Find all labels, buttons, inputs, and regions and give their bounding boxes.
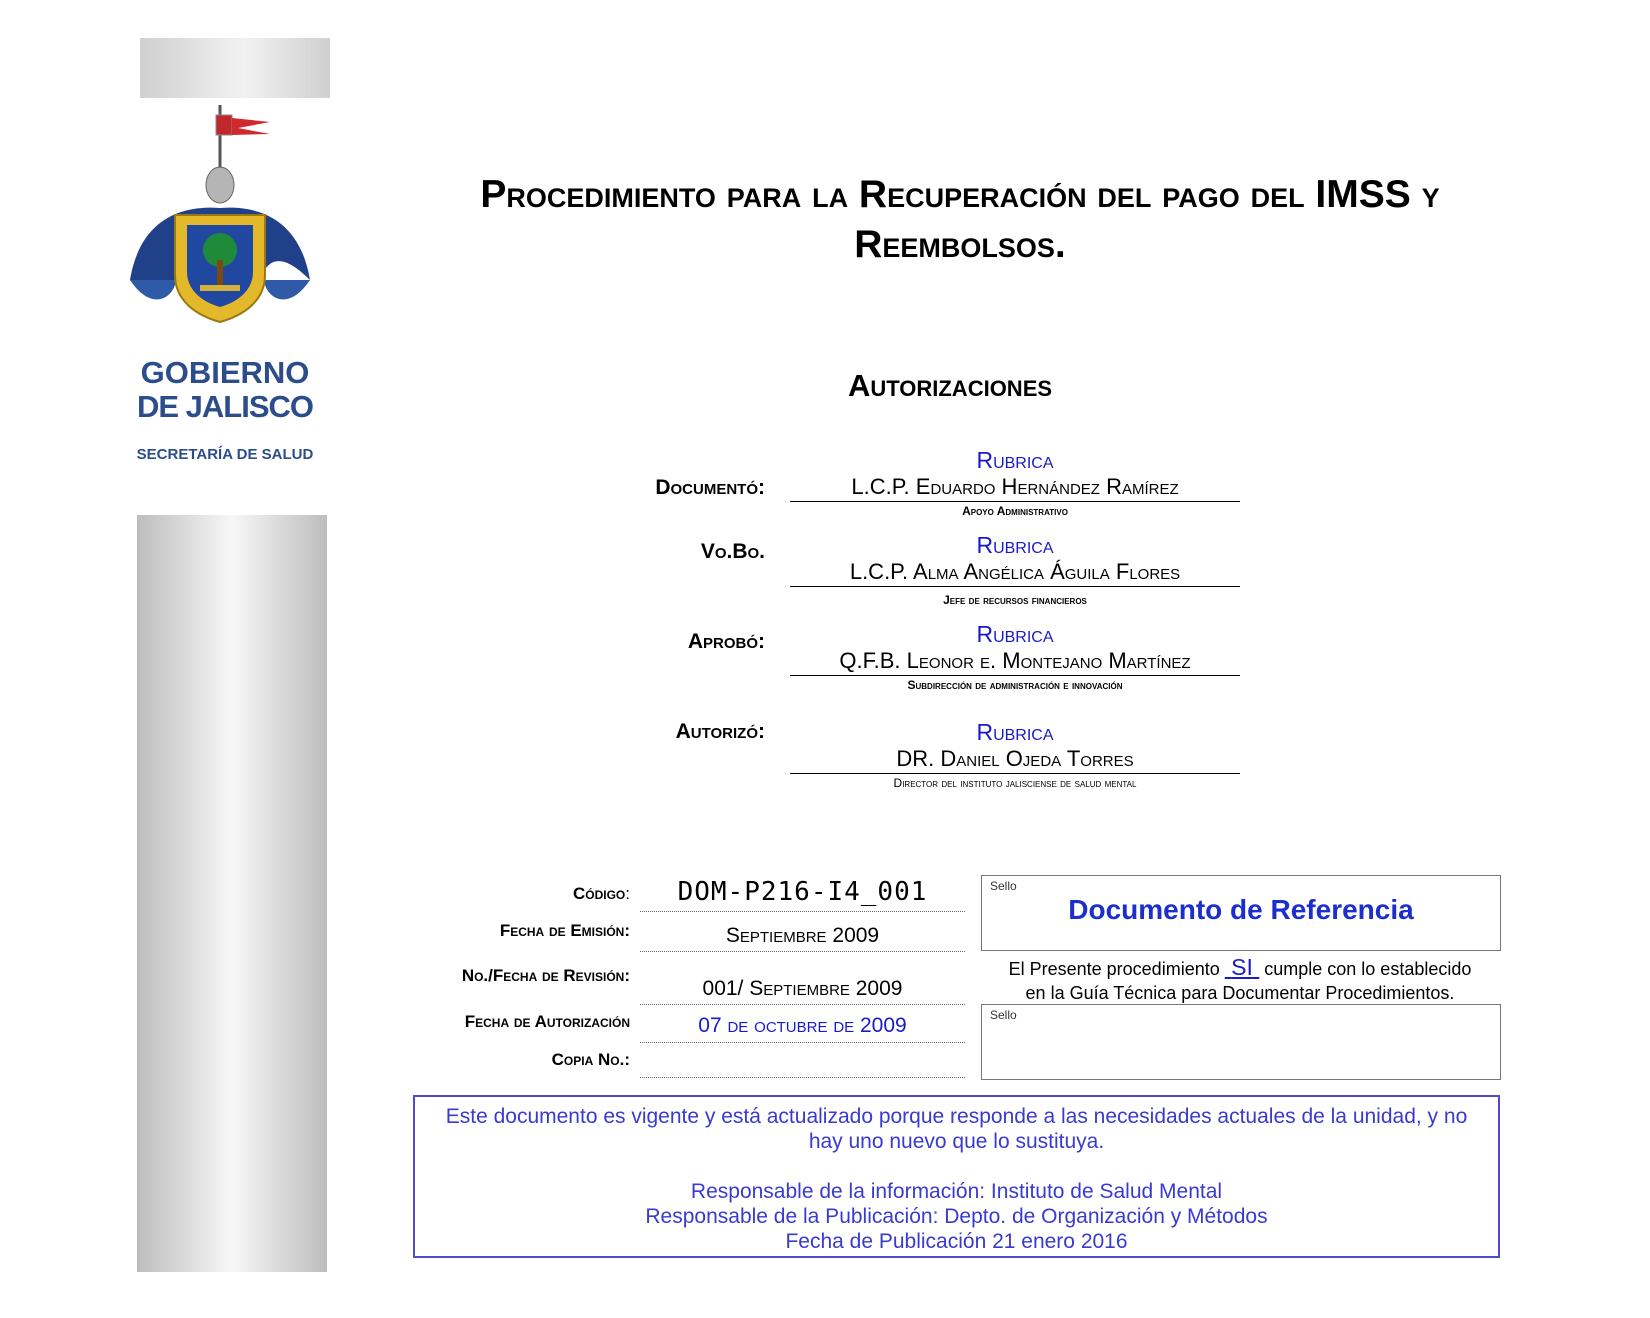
- copia-label: Copia No.:: [551, 1050, 630, 1069]
- org-name-line1: GOBIERNO: [140, 355, 310, 390]
- stamp-box-reference: [981, 875, 1501, 951]
- section-title: Autorizaciones: [847, 368, 1053, 403]
- emision-value: Septiembre 2009: [640, 924, 965, 952]
- auth-signature: Rubrica: [976, 719, 1054, 745]
- auth-label-aprobo: Aprobó:: [687, 630, 765, 653]
- auth-block-vobo: [790, 532, 1240, 607]
- revision-label: No./Fecha de Revisión:: [461, 966, 630, 985]
- coat-of-arms-icon: [120, 100, 320, 350]
- autorizacion-label: Fecha de Autorización: [464, 1012, 630, 1031]
- auth-name: L.C.P. Eduardo Hernández Ramírez: [790, 474, 1240, 502]
- auth-name: DR. Daniel Ojeda Torres: [790, 746, 1240, 774]
- copia-value: [640, 1050, 965, 1078]
- codigo-label: Código:: [572, 884, 630, 903]
- auth-name: L.C.P. Alma Angélica Águila Flores: [790, 559, 1240, 587]
- auth-position: Jefe de recursos financieros: [943, 593, 1087, 607]
- auth-position: Subdirección de administración e innovación: [907, 678, 1123, 692]
- department-name: SECRETARÍA DE SALUD: [136, 446, 314, 463]
- auth-signature: Rubrica: [976, 621, 1054, 647]
- footer-line: Fecha de Publicación 21 enero 2016: [785, 1230, 1128, 1253]
- sidebar-gradient-column: [137, 515, 327, 1272]
- stamp-label: Sello: [990, 879, 1017, 893]
- auth-signature: Rubrica: [976, 447, 1054, 473]
- compliance-flag: SI: [1231, 954, 1253, 980]
- revision-value: 001/ Septiembre 2009: [640, 977, 965, 1005]
- sidebar-top-bar: [140, 38, 330, 98]
- page-title-line2: Reembolsos.: [854, 223, 1066, 266]
- footer-line: Responsable de la Publicación: Depto. de Organización y Métodos: [645, 1205, 1268, 1228]
- statement-text: El Presente procedimiento: [1008, 959, 1225, 979]
- statement-line2: en la Guía Técnica para Documentar Procedimientos.: [1025, 983, 1455, 1003]
- auth-block-documento: [790, 447, 1240, 518]
- autorizacion-value: 07 de octubre de 2009: [640, 1014, 965, 1043]
- auth-signature: Rubrica: [976, 532, 1054, 558]
- auth-block-autorizo: [790, 719, 1240, 790]
- footer-line: Este documento es vigente y está actualizado porque responde a las necesidades actuales de la unidad, y no: [445, 1105, 1468, 1128]
- codigo-value: DOM-P216-I4_001: [640, 877, 965, 912]
- stamp-box-seal: [981, 1004, 1501, 1080]
- auth-label-vobo: Vo.Bo.: [700, 540, 765, 563]
- auth-name: Q.F.B. Leonor e. Montejano Martínez: [790, 648, 1240, 676]
- auth-position: Apoyo Administrativo: [962, 504, 1068, 518]
- auth-position: Director del instituto jalisciense de salud mental: [893, 776, 1137, 790]
- reference-document-title: Documento de Referencia: [1068, 894, 1414, 925]
- auth-block-aprobo: [790, 621, 1240, 692]
- stamp-label: Sello: [990, 1008, 1017, 1022]
- validity-footer: [413, 1095, 1500, 1258]
- page-title-line1: Procedimiento para la Recuperación del pago del IMSS y: [480, 173, 1440, 216]
- page-title: [390, 170, 1530, 270]
- auth-label-documento: Documentó:: [655, 476, 765, 499]
- statement-text: cumple con lo establecido: [1259, 959, 1472, 979]
- footer-line: hay uno nuevo que lo sustituya.: [808, 1130, 1105, 1153]
- footer-line: Responsable de la información: Instituto de Salud Mental: [690, 1180, 1223, 1203]
- emision-label: Fecha de Emisión:: [499, 921, 630, 940]
- auth-label-autorizo: Autorizó:: [675, 720, 765, 743]
- org-name-line2: DE JALISCO: [136, 389, 314, 424]
- compliance-statement: [981, 955, 1499, 1005]
